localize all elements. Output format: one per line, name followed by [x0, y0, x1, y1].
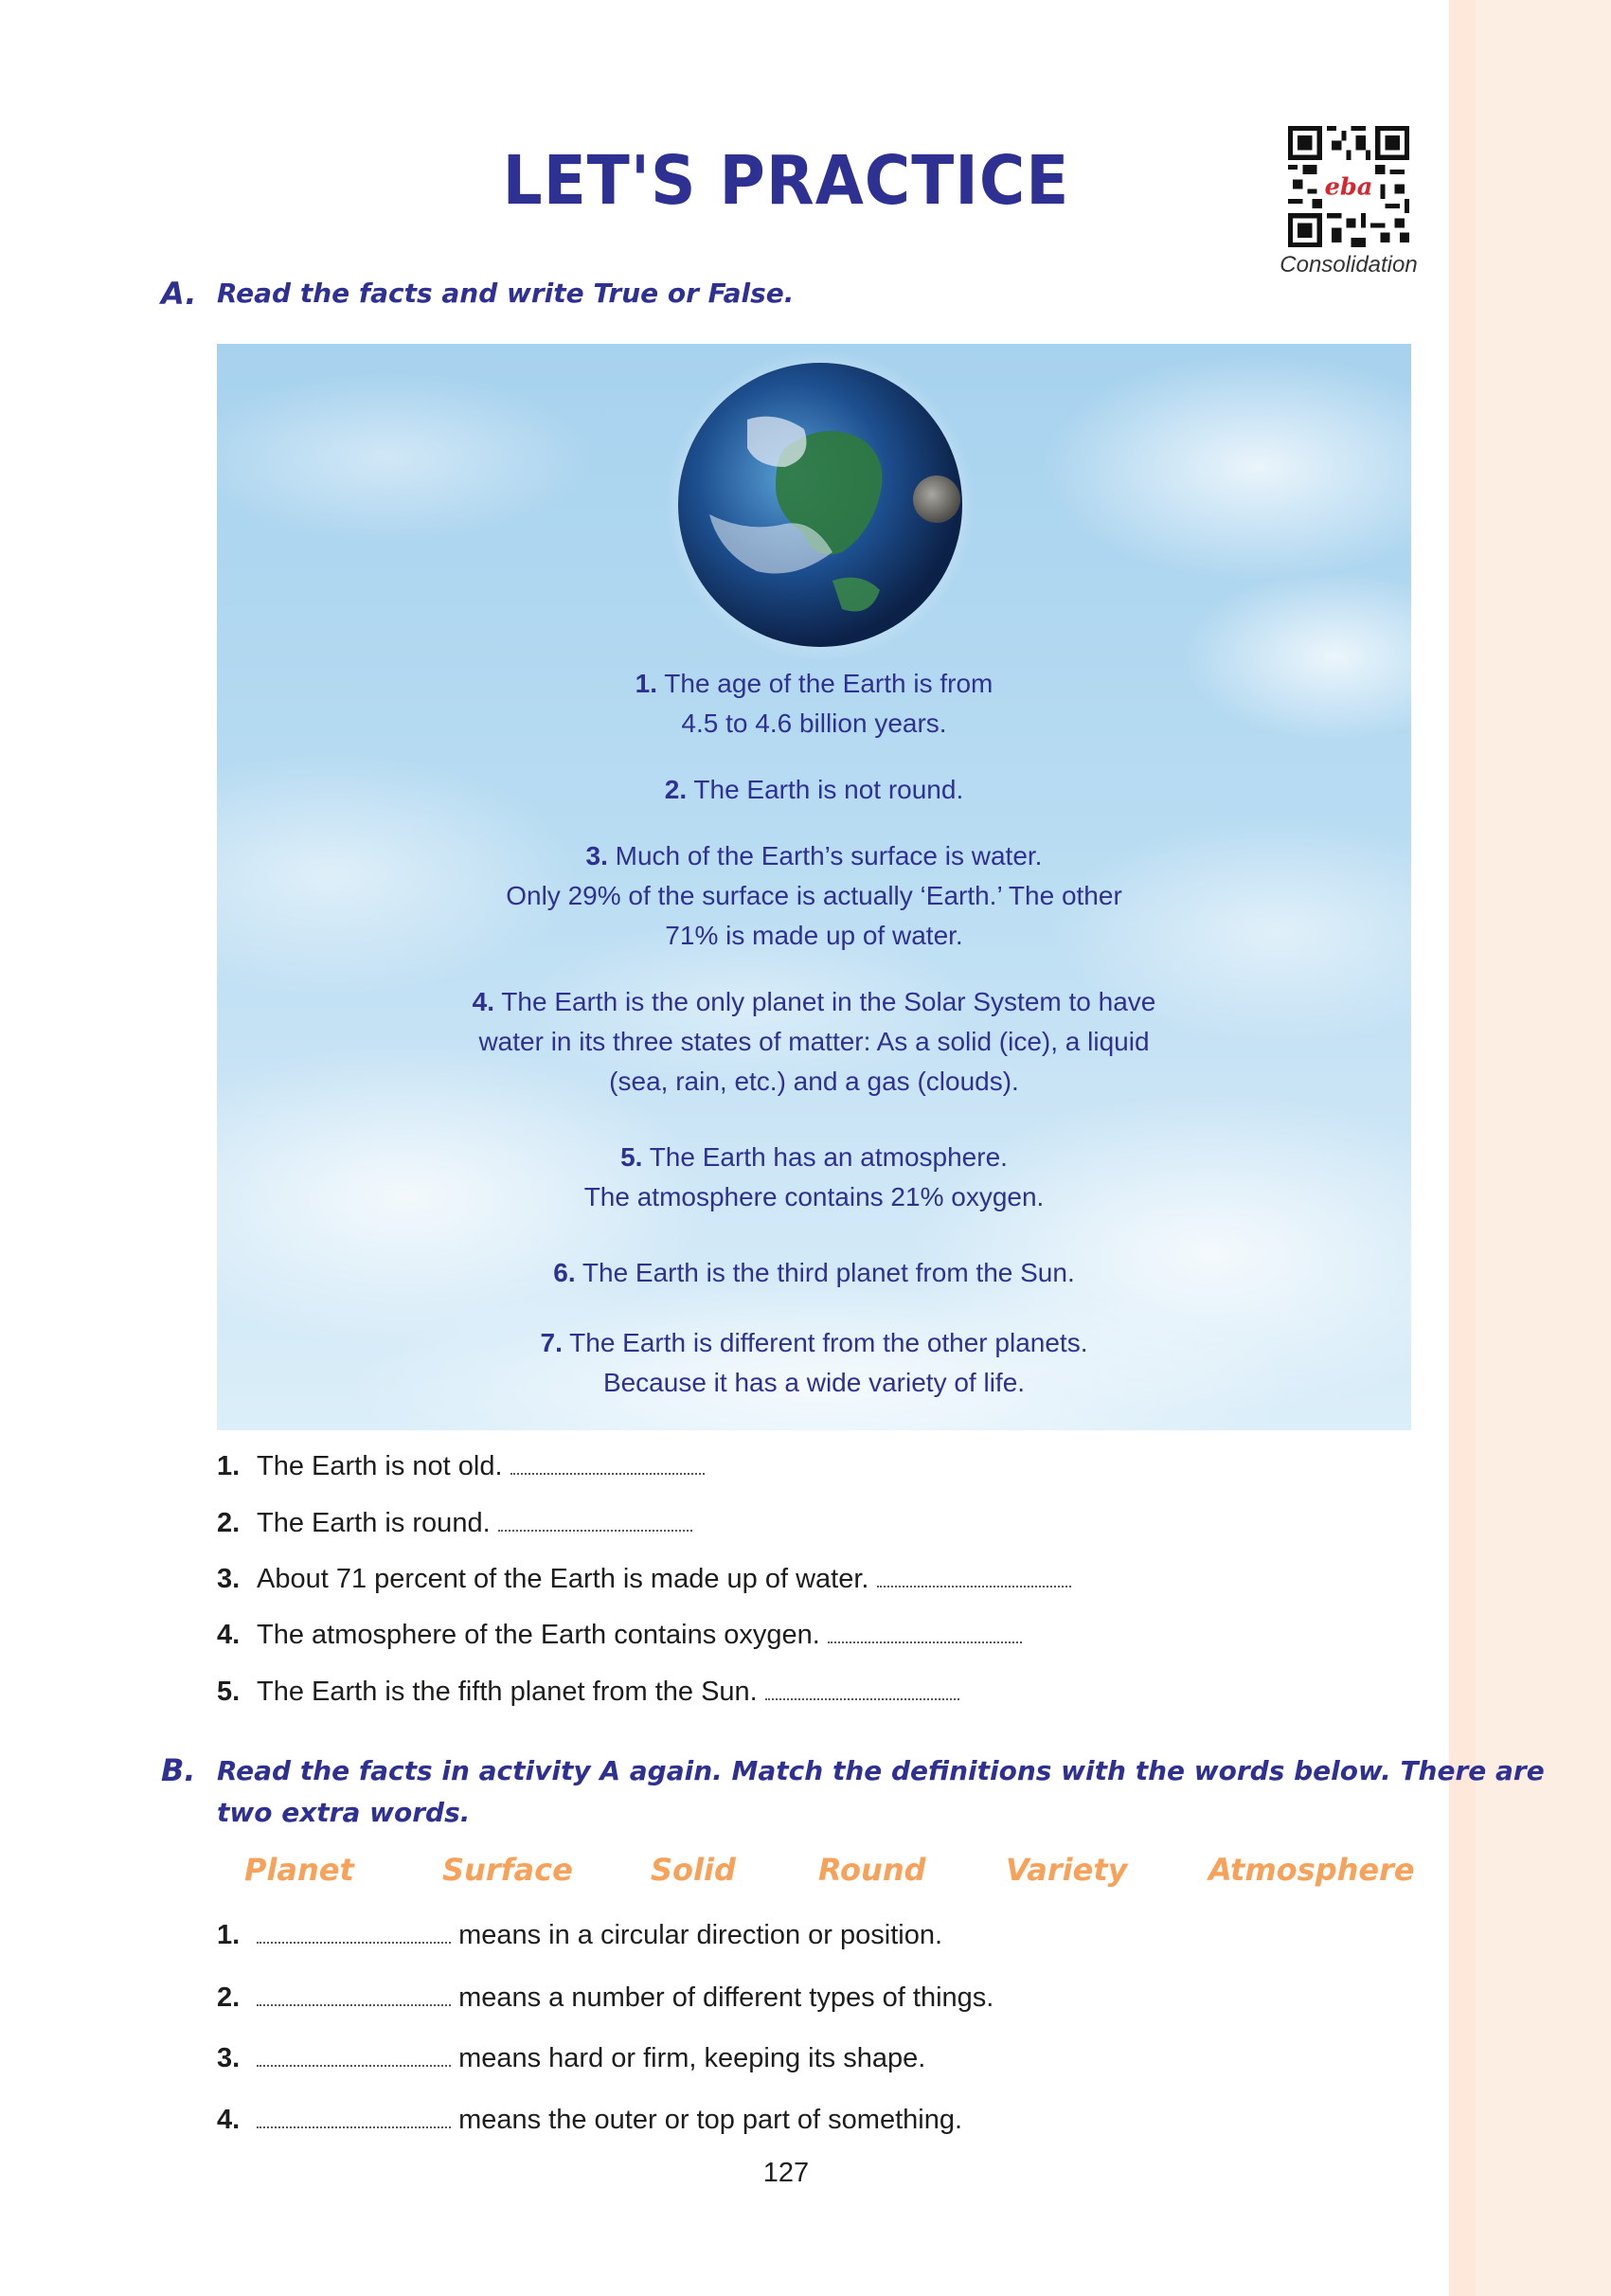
answer-blank-3[interactable]: [877, 1563, 1071, 1587]
definition-blank-3[interactable]: [257, 2042, 451, 2067]
definition-blank-2[interactable]: [257, 1982, 451, 2006]
definition-blank-4[interactable]: [257, 2104, 451, 2128]
tf-question-1: 1. The Earth is not old.: [217, 1447, 705, 1485]
answer-blank-5[interactable]: [765, 1676, 959, 1700]
tf-question-2: 2. The Earth is round.: [217, 1504, 692, 1542]
fact-6: 6. The Earth is the third planet from the Sun.: [553, 1258, 1075, 1287]
tf-question-3: 3. About 71 percent of the Earth is made up of water.: [217, 1560, 1071, 1598]
fact-4: 4. The Earth is the only planet in the Solar System to have water in its three states of matter: As a solid (ice), a liquid (sea, rain, etc.) and a gas (clouds).: [472, 987, 1156, 1096]
tf-question-4: 4. The atmosphere of the Earth contains oxygen.: [217, 1616, 1022, 1654]
earth-image: [665, 350, 976, 660]
tf-question-5: 5. The Earth is the fifth planet from the Sun.: [217, 1673, 959, 1711]
word-round: Round: [818, 1852, 926, 1888]
fact-1: 1. The age of the Earth is from 4.5 to 4.6 billion years.: [635, 669, 993, 738]
word-surface: Surface: [442, 1852, 573, 1888]
definition-3: 3. means hard or firm, keeping its shape.: [217, 2043, 926, 2073]
eba-badge: eba: [1324, 172, 1373, 202]
page-margin-strip: [1449, 0, 1611, 2296]
definition-blank-1[interactable]: [257, 1919, 451, 1944]
earth-facts-panel: [217, 344, 1411, 1430]
section-a-letter: A.: [161, 276, 197, 312]
fact-7: 7. The Earth is different from the other planets. Because it has a wide variety of life.: [540, 1328, 1088, 1397]
answer-blank-2[interactable]: [498, 1507, 692, 1532]
word-atmosphere: Atmosphere: [1208, 1852, 1415, 1888]
definition-2: 2. means a number of different types of things.: [217, 1982, 994, 2013]
fact-2: 2. The Earth is not round.: [664, 775, 964, 804]
page-title: LET'S PRACTICE: [502, 140, 1070, 221]
section-a-instruction: Read the facts and write True or False.: [217, 278, 795, 309]
section-b-letter: B.: [161, 1752, 196, 1788]
answer-blank-4[interactable]: [828, 1619, 1022, 1643]
section-b-instruction: Read the facts in activity A again. Match the definitions with the words below. There are two extra words.: [217, 1755, 1545, 1828]
word-solid: Solid: [651, 1852, 736, 1888]
qr-code[interactable]: [1288, 126, 1409, 247]
definition-4: 4. means the outer or top part of something.: [217, 2105, 963, 2135]
answer-blank-1[interactable]: [510, 1450, 705, 1475]
word-planet: Planet: [244, 1852, 354, 1888]
word-variety: Variety: [1006, 1852, 1128, 1888]
definition-1: 1. means in a circular direction or position.: [217, 1920, 943, 1950]
page-number: 127: [762, 2158, 810, 2188]
fact-3: 3. Much of the Earth’s surface is water. Only 29% of the surface is actually ‘Earth.’ The other 71% is made up of water.: [506, 841, 1122, 950]
qr-caption: Consolidation: [1280, 252, 1418, 278]
fact-5: 5. The Earth has an atmosphere. The atmosphere contains 21% oxygen.: [583, 1142, 1045, 1211]
